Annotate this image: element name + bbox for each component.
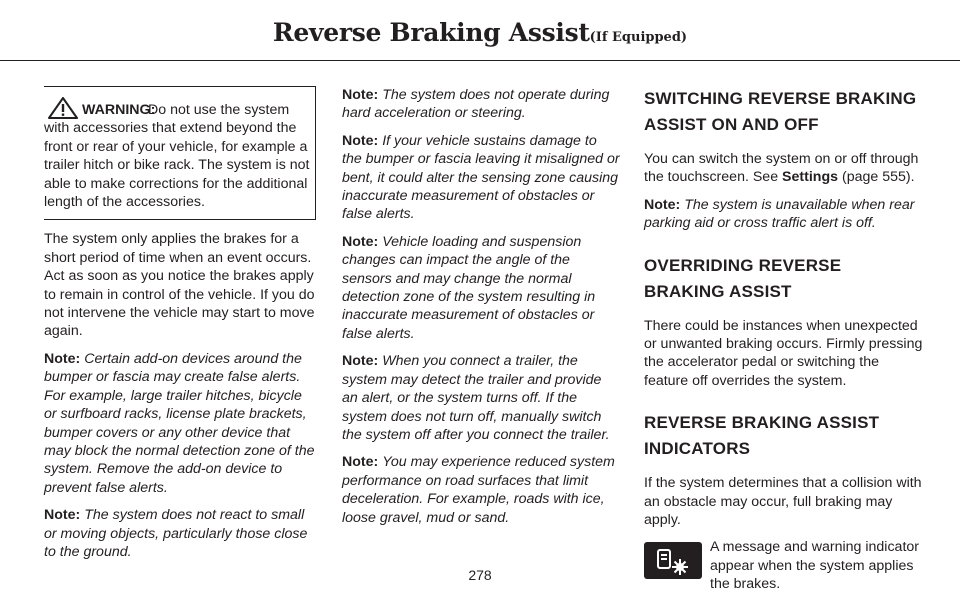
section-heading: OVERRIDING REVERSE BRAKING ASSIST bbox=[644, 255, 842, 301]
note-block bbox=[342, 352, 620, 444]
indicator-paragraph: If the system determines that a collision with an obstacle may occur, full braking may apply. bbox=[644, 475, 922, 529]
note-block bbox=[342, 233, 620, 343]
note-text: If your vehicle sustains damage to the bumper or fascia leaving it misaligned or bent, it could alter the sensing zone causing inaccurate measurement of obstacles or false alerts. bbox=[342, 132, 620, 223]
settings-paragraph: You can switch the system on or off through the touchscreen. See Settings (page 555). bbox=[644, 151, 919, 186]
note-text: The system is unavailable when rear parking aid or cross traffic alert is off. bbox=[644, 196, 915, 232]
note-text: When you connect a trailer, the system may detect the trailer and provide an alert, or the system turns off. If the system does not turn off, manually switch the system off after you connect the trailer. bbox=[342, 353, 610, 443]
note-label: Note: bbox=[342, 132, 379, 149]
note-text: The system does not react to small or moving objects, particularly those close to the ground. bbox=[44, 507, 308, 560]
section-heading: SWITCHING REVERSE BRAKING ASSIST ON AND OFF bbox=[644, 89, 917, 134]
warning-box bbox=[44, 86, 316, 220]
page-number: 278 bbox=[468, 567, 492, 583]
note-label: Note: bbox=[342, 233, 379, 250]
note-label: Note: bbox=[44, 507, 81, 524]
column-2 bbox=[342, 86, 620, 536]
note-label: Note: bbox=[342, 454, 379, 471]
note-label: Note: bbox=[342, 87, 379, 103]
override-paragraph: There could be instances when unexpected or unwanted braking occurs. Firmly pressing the accelerator pedal or switching the feature off overrides the system. bbox=[644, 317, 923, 389]
settings-link[interactable]: Settings bbox=[782, 169, 839, 186]
column-1 bbox=[44, 86, 316, 570]
note-label: Note: bbox=[644, 196, 681, 213]
page-subtitle: (If Equipped) bbox=[589, 30, 688, 45]
note-text: Vehicle loading and suspension changes can impact the angle of the sensors and may change the normal detection zone of the system resulting in inaccurate measurement of obstacles or false alerts. bbox=[342, 233, 596, 342]
indicator-description: A message and warning indicator appear when the system applies the brakes. bbox=[710, 539, 919, 593]
note-block bbox=[342, 453, 620, 527]
note-text: You may experience reduced system performance on road surfaces that limit deceleration. For example, roads with ice, loose gravel, mud or sand. bbox=[342, 454, 615, 526]
warning-text: Do not use the system with accessories that extend beyond the front or rear of your vehicle, for example a trailer hitch or bike rack. The system is not able to make corrections for the additional length of the accessories. bbox=[44, 102, 310, 211]
note-text: The system does not operate during hard acceleration or steering. bbox=[342, 87, 610, 122]
note-block bbox=[342, 132, 620, 224]
note-block bbox=[342, 86, 620, 123]
intro-paragraph: The system only applies the brakes for a short period of time when an event occurs. Act as soon as you notice the brakes apply to remain in control of the vehicle. If you do not intervene the vehicle may start to move again. bbox=[44, 231, 315, 340]
note-block bbox=[44, 506, 316, 561]
warning-triangle-icon bbox=[48, 97, 78, 119]
note-label: Note: bbox=[342, 353, 379, 370]
header-rule bbox=[0, 60, 960, 61]
page-header bbox=[0, 18, 960, 47]
note-block bbox=[644, 196, 924, 233]
note-label: Note: bbox=[44, 350, 81, 367]
note-block bbox=[44, 350, 316, 497]
note-text: Certain add-on devices around the bumper or fascia may create false alerts. For example, large trailer hitches, bicycle or surfboard racks, license plate brackets, bumper covers or any other device that may block the normal detection zone of the system. Remove the add-on device to prevent false alerts. bbox=[44, 350, 315, 496]
column-3 bbox=[644, 86, 924, 594]
page-title: Reverse Braking Assist bbox=[272, 18, 590, 47]
warning-label: WARNING: bbox=[82, 101, 156, 118]
section-heading: REVERSE BRAKING ASSIST INDICATORS bbox=[644, 413, 880, 459]
